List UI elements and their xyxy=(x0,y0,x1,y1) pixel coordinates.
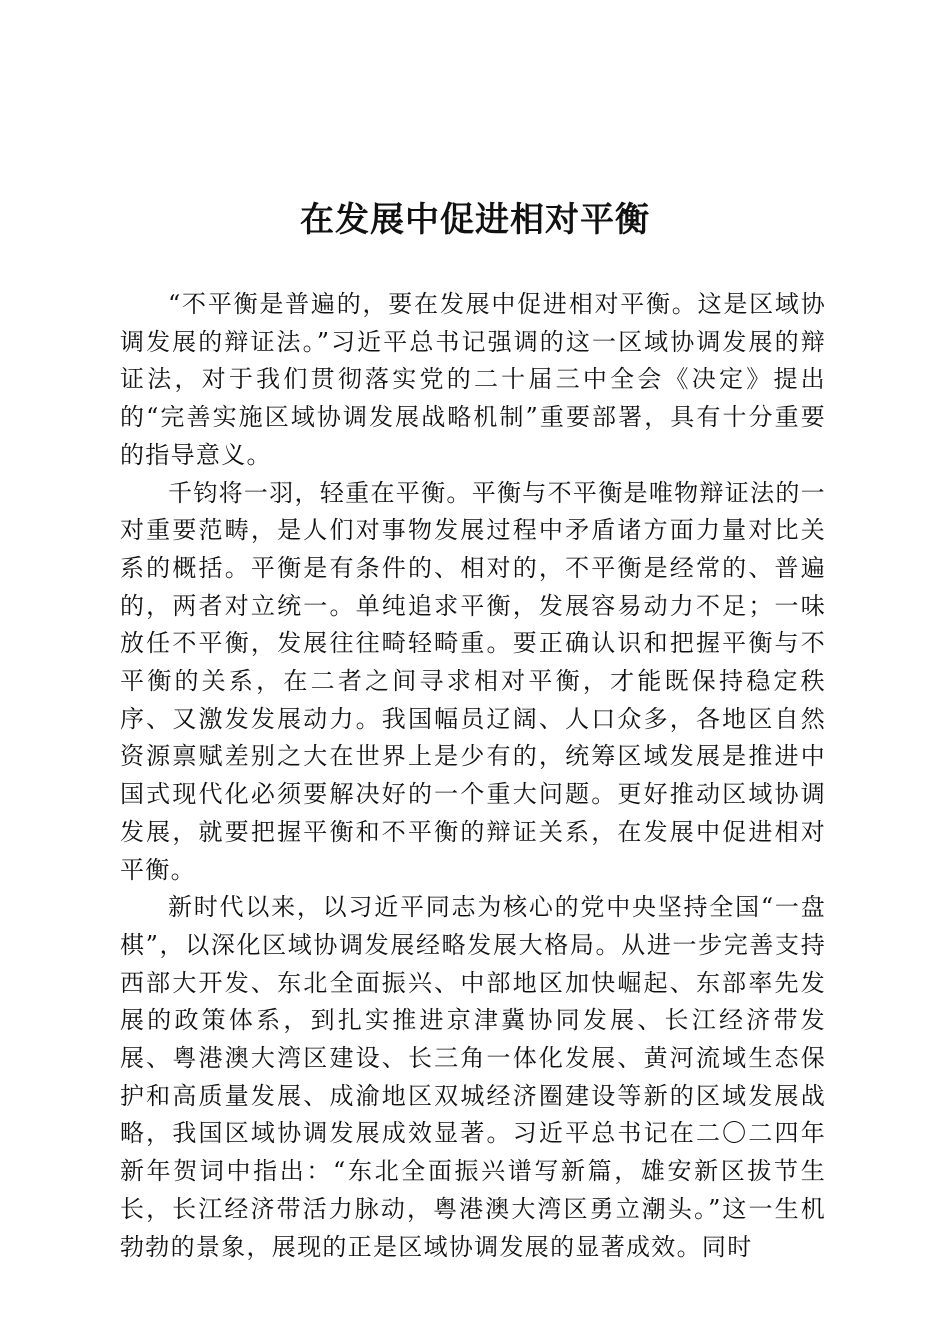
paragraph: 新时代以来，以习近平同志为核心的党中央坚持全国“一盘棋”，以深化区域协调发展经略发展大格局。从进一步完善支持西部大开发、东北全面振兴、中部地区加快崛起、东部率先发展的政策体系，到扎实推进京津冀协同发展、长江经济带发展、粤港澳大湾区建设、长三角一体化发展、黄河流域生态保护和高质量发展、成渝地区双城经济圈建设等新的区域发展战略，我国区域协调发展成效显著。习近平总书记在二〇二四年新年贺词中指出：“东北全面振兴谱写新篇，雄安新区拔节生长，长江经济带活力脉动，粤港澳大湾区勇立潮头。”这一生机勃勃的景象，展现的正是区域协调发展的显著成效。同时 xyxy=(120,893,826,1261)
paragraph: “不平衡是普遍的，要在发展中促进相对平衡。这是区域协调发展的辩证法。”习近平总书记强调的这一区域协调发展的辩证法，对于我们贯彻落实党的二十届三中全会《决定》提出的“完善实施区域协调发展战略机制”重要部署，具有十分重要的指导意义。 xyxy=(120,290,826,469)
document-body xyxy=(120,286,826,1266)
document-title: 在发展中促进相对平衡 xyxy=(300,200,650,240)
paragraph: 千钧将一羽，轻重在平衡。平衡与不平衡是唯物辩证法的一对重要范畴，是人们对事物发展过程中矛盾诸方面力量对比关系的概括。平衡是有条件的、相对的，不平衡是经常的、普遍的，两者对立统一。单纯追求平衡，发展容易动力不足；一味放任不平衡，发展往往畸轻畸重。要正确认识和把握平衡与不平衡的关系，在二者之间寻求相对平衡，才能既保持稳定秩序、又激发发展动力。我国幅员辽阔、人口众多，各地区自然资源禀赋差别之大在世界上是少有的，统筹区域发展是推进中国式现代化必须要解决好的一个重大问题。更好推动区域协调发展，就要把握平衡和不平衡的辩证关系，在发展中促进相对平衡。 xyxy=(120,478,826,884)
